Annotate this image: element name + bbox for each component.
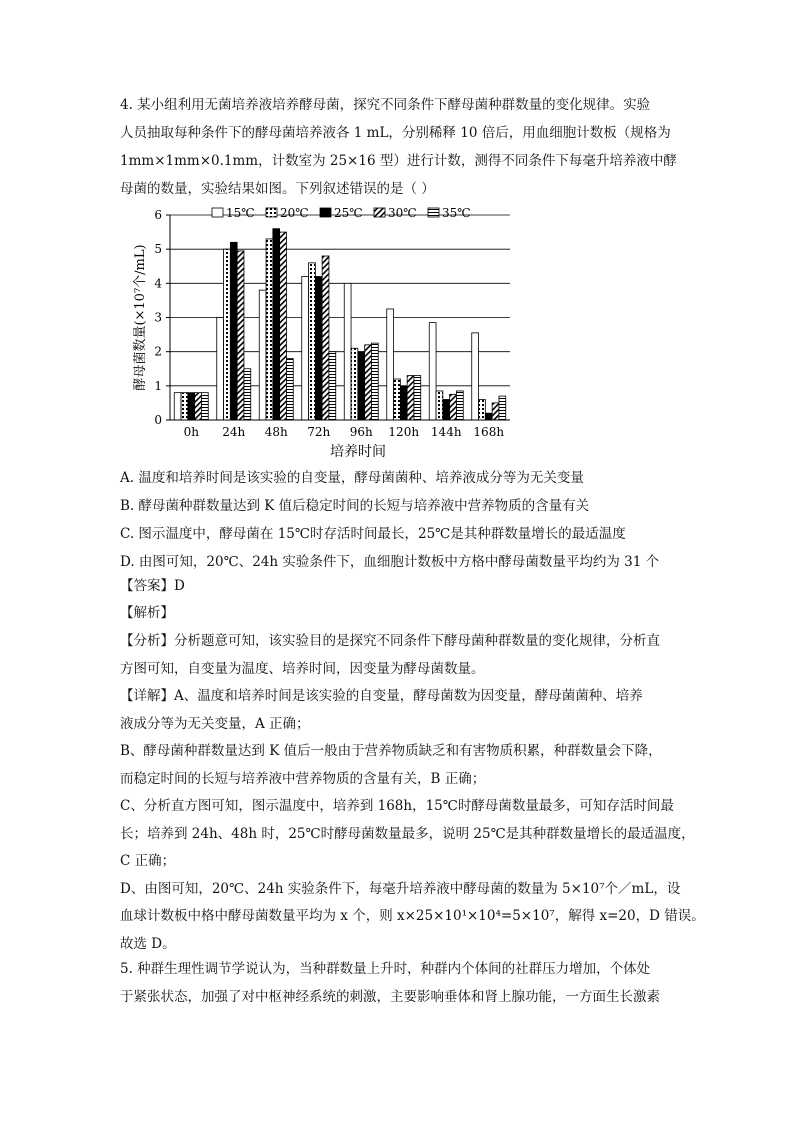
analysis-line: C、分析直方图可知，图示温度中，培养到 168h，15℃时酵母菌数量最多，可知存活时间最 xyxy=(120,798,674,814)
analysis-line: 【详解】A、温度和培养时间是该实验的自变量，酵母菌数为因变量，酵母菌菌种、培养 xyxy=(120,688,643,704)
bar-15℃-72h xyxy=(302,277,309,421)
bar-25℃-96h xyxy=(358,352,365,420)
question-5-stem-line: 于紧张状态，加强了对中枢神经系统的刺激，主要影响垂体和肾上腺功能，一方面生长激素 xyxy=(120,989,660,1005)
analysis-line: B、酵母菌种群数量达到 K 值后一般由于营养物质缺乏和有害物质积累，种群数量会下降， xyxy=(120,743,662,759)
bar-15℃-0h xyxy=(174,393,181,420)
option-a: A. 温度和培养时间是该实验的自变量，酵母菌菌种、培养液成分等为无关变量 xyxy=(120,470,584,486)
legend-label: 20℃ xyxy=(280,206,309,220)
option-d: D. 由图可知，20℃、24h 实验条件下，血细胞计数板中方格中酵母菌数量平均约为 31 个 xyxy=(120,554,660,570)
x-tick-label: 96h xyxy=(349,425,373,439)
analysis-line: 故选 D。 xyxy=(120,935,176,952)
bar-20℃-168h xyxy=(479,400,486,421)
bar-25℃-24h xyxy=(230,242,237,420)
legend-swatch xyxy=(212,208,223,217)
bar-30℃-48h xyxy=(280,232,287,420)
legend-label: 30℃ xyxy=(388,206,417,220)
legend-swatch xyxy=(320,208,331,217)
y-tick-label: 2 xyxy=(154,344,162,359)
bar-35℃-144h xyxy=(456,391,463,420)
legend-label: 35℃ xyxy=(442,206,471,220)
bar-35℃-120h xyxy=(414,376,421,420)
question-stem-line: 人员抽取每种条件下的酵母菌培养液各 1 mL，分别稀释 10 倍后，用血细胞计数板（规格为 xyxy=(120,125,671,141)
analysis-line: 【分析】分析题意可知，该实验目的是探究不同条件下酵母菌种群数量的变化规律，分析直 xyxy=(120,633,660,649)
option-b: B. 酵母菌种群数量达到 K 值后稳定时间的长短与培养液中营养物质的含量有关 xyxy=(120,498,590,514)
bar-20℃-120h xyxy=(394,379,401,420)
bar-15℃-24h xyxy=(217,318,224,421)
y-tick-label: 1 xyxy=(154,378,162,393)
analysis-line: 而稳定时间的长短与培养液中营养物质的含量有关，B 正确； xyxy=(120,770,486,787)
question-stem-line: 母菌的数量，实验结果如图。下列叙述错误的是（ ） xyxy=(120,181,435,197)
analysis-line: 液成分等为无关变量，A 正确； xyxy=(120,715,310,732)
bar-35℃-168h xyxy=(499,396,506,420)
bar-35℃-0h xyxy=(201,393,208,420)
analysis-heading: 【解析】 xyxy=(120,605,174,621)
question-5-stem-line: 5. 种群生理性调节学说认为，当种群数量上升时，种群内个体间的社群压力增加，个体处 xyxy=(120,961,651,977)
bar-25℃-48h xyxy=(273,229,280,420)
y-tick-label: 3 xyxy=(154,310,162,325)
y-tick-label: 5 xyxy=(154,242,162,257)
bar-30℃-96h xyxy=(365,345,372,420)
x-tick-label: 24h xyxy=(222,425,246,439)
y-tick-label: 6 xyxy=(154,208,162,222)
bar-35℃-96h xyxy=(371,343,378,420)
yeast-count-bar-chart xyxy=(130,200,530,460)
x-tick-label: 48h xyxy=(264,425,288,439)
bar-25℃-120h xyxy=(400,386,407,420)
analysis-line: 方图可知，自变量为温度、培养时间，因变量为酵母菌数量。 xyxy=(120,660,485,677)
bar-15℃-168h xyxy=(472,333,479,420)
bar-20℃-96h xyxy=(351,348,358,420)
x-tick-label: 120h xyxy=(388,425,420,439)
analysis-line: 长；培养到 24h、48h 时，25℃时酵母菌数量最多，说明 25℃是其种群数量增长的最适温度， xyxy=(120,825,695,842)
bar-25℃-0h xyxy=(188,393,195,420)
bar-25℃-72h xyxy=(315,277,322,421)
legend-label: 15℃ xyxy=(226,206,255,220)
x-tick-label: 0h xyxy=(183,425,199,439)
bar-30℃-0h xyxy=(195,393,202,420)
bar-15℃-96h xyxy=(344,283,351,420)
bar-35℃-48h xyxy=(286,359,293,421)
legend-swatch xyxy=(374,208,385,217)
x-tick-label: 144h xyxy=(430,425,462,439)
bar-30℃-168h xyxy=(492,403,499,420)
question-stem-line: 4. 某小组利用无菌培养液培养酵母菌，探究不同条件下酵母菌种群数量的变化规律。实验 xyxy=(120,97,651,113)
legend-swatch xyxy=(266,208,277,217)
question-stem-line: 1mm×1mm×0.1mm，计数室为 25×16 型）进行计数，测得不同条件下每毫升培养液中酵 xyxy=(120,153,677,169)
bar-30℃-72h xyxy=(322,256,329,420)
bar-20℃-0h xyxy=(181,393,188,420)
bar-30℃-120h xyxy=(407,376,414,420)
bar-35℃-72h xyxy=(329,352,336,420)
y-tick-label: 4 xyxy=(154,276,162,291)
bar-35℃-24h xyxy=(244,369,251,420)
bar-20℃-24h xyxy=(224,249,231,420)
bar-30℃-24h xyxy=(237,251,244,420)
bar-15℃-144h xyxy=(429,323,436,420)
analysis-line: D、由图可知，20℃、24h 实验条件下，每毫升培养液中酵母菌的数量为 5×10⁷个／mL，设 xyxy=(120,880,681,897)
bar-20℃-48h xyxy=(266,239,273,420)
bar-25℃-168h xyxy=(485,413,492,420)
analysis-line: C 正确； xyxy=(120,853,176,869)
y-axis-label: 酵母菌数量(×10⁷个/mL) xyxy=(133,244,148,391)
bar-20℃-144h xyxy=(436,391,443,420)
x-tick-label: 72h xyxy=(307,425,331,439)
legend-label: 25℃ xyxy=(334,206,363,220)
analysis-line: 血球计数板中格中酵母菌数量平均为 x 个，则 x×25×10¹×10⁴=5×10⁷，解得 x=20，D 错误。 xyxy=(120,908,705,924)
bar-15℃-48h xyxy=(259,290,266,420)
legend-swatch xyxy=(428,208,439,217)
option-c: C. 图示温度中，酵母菌在 15℃时存活时间最长，25℃是其种群数量增长的最适温度 xyxy=(120,526,626,542)
bar-15℃-120h xyxy=(387,309,394,420)
x-axis-label: 培养时间 xyxy=(330,444,386,460)
answer-label: 【答案】D xyxy=(120,578,185,594)
y-tick-label: 0 xyxy=(154,413,162,427)
bar-30℃-144h xyxy=(450,394,457,420)
bar-25℃-144h xyxy=(443,400,450,421)
bar-20℃-72h xyxy=(309,263,316,420)
x-tick-label: 168h xyxy=(473,425,505,439)
